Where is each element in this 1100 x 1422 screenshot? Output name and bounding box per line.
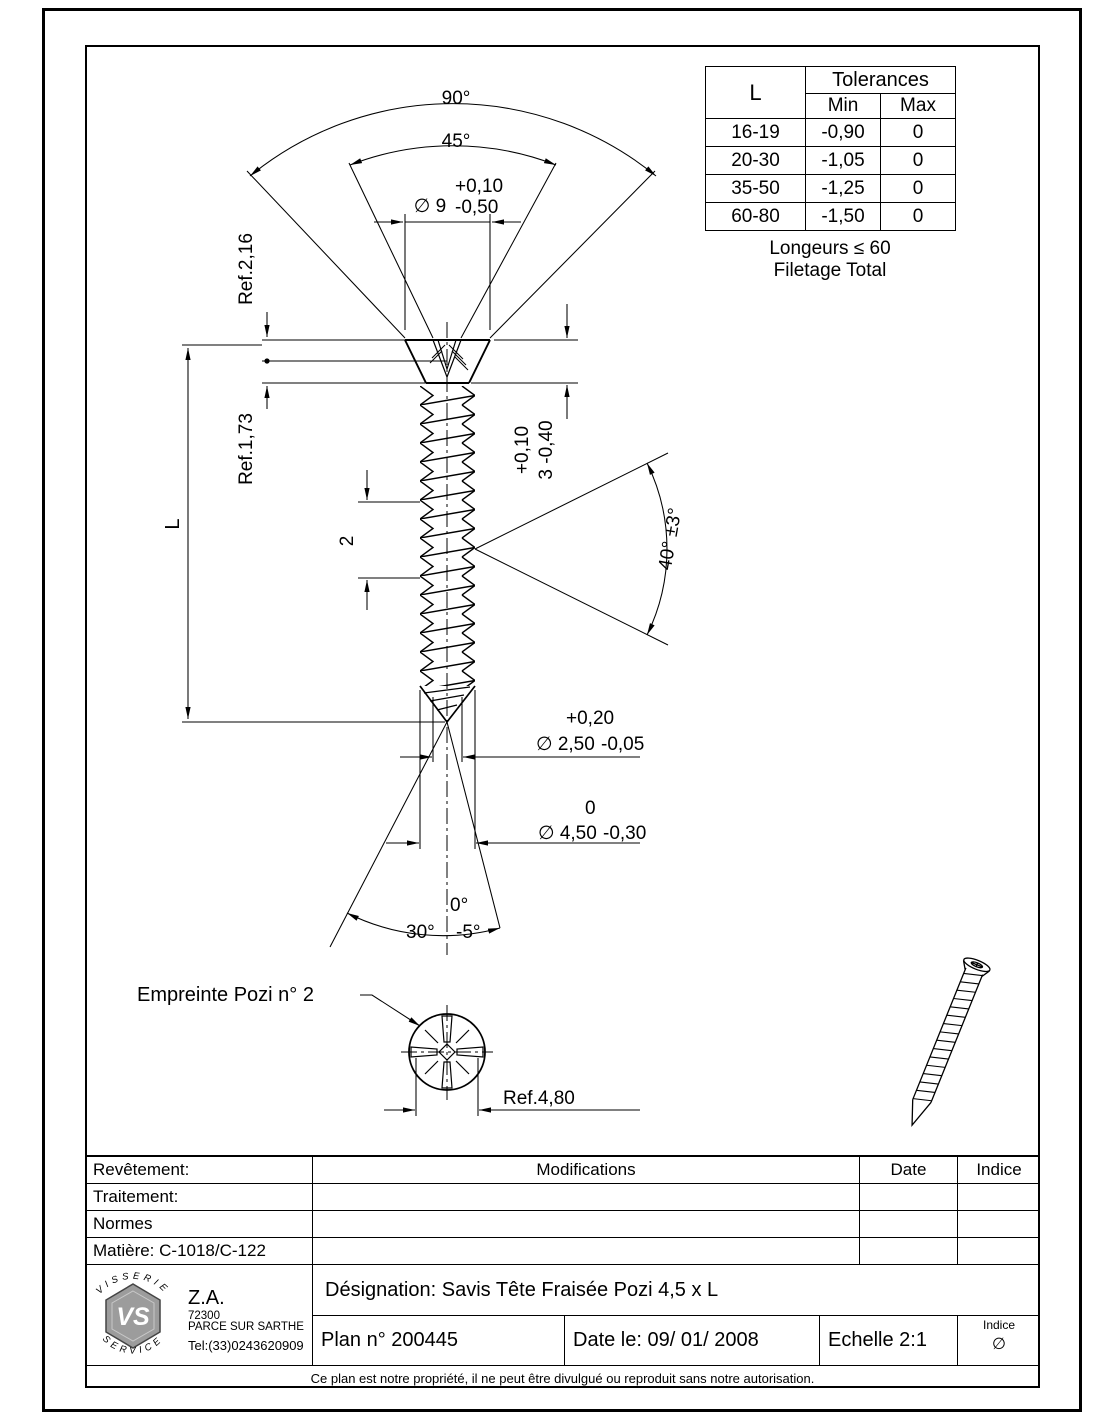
dim-ref-480: Ref.4,80 xyxy=(503,1088,575,1109)
indice-value-cell xyxy=(958,1316,1040,1366)
tol-min-3: -1,50 xyxy=(806,203,881,231)
tol-row xyxy=(706,147,956,175)
tol-max-header: Max xyxy=(881,94,956,119)
logo-za: Z.A. xyxy=(188,1286,225,1309)
indice-header xyxy=(958,1157,1040,1184)
revetement-label: Revêtement: xyxy=(93,1160,190,1179)
traitement-label: Traitement: xyxy=(93,1187,179,1206)
pictorial-screw xyxy=(899,955,991,1130)
title-block xyxy=(85,1155,1040,1388)
logo-ring-bottom-text: SERVICE xyxy=(100,1333,166,1357)
normes-label: Normes xyxy=(93,1214,153,1233)
dim-outer-minus: -0,30 xyxy=(603,823,647,844)
indice-value-symbol: ∅ xyxy=(992,1336,1006,1353)
dim-L: L xyxy=(162,518,184,530)
revetement-cell xyxy=(85,1157,313,1184)
matiere-cell xyxy=(85,1238,313,1265)
dim-45-label: 45° xyxy=(441,131,471,152)
indice-row-3 xyxy=(958,1238,1040,1265)
date-le-cell xyxy=(565,1316,820,1366)
tol-row xyxy=(706,119,956,147)
designation-cell xyxy=(313,1265,1040,1316)
modifications-row-3 xyxy=(313,1238,860,1265)
modifications-label: Modifications xyxy=(536,1160,636,1179)
tol-l-0: 16-19 xyxy=(706,119,806,147)
date-label: Date xyxy=(890,1160,927,1179)
modifications-row-2 xyxy=(313,1211,860,1238)
tol-max-0: 0 xyxy=(881,119,956,147)
echelle-text: Echelle 2:1 xyxy=(828,1329,927,1351)
indice-label: Indice xyxy=(976,1160,1022,1179)
indice-row-1 xyxy=(958,1184,1040,1211)
tol-min-2: -1,25 xyxy=(806,175,881,203)
thread-zone xyxy=(420,386,475,686)
indice-row-2 xyxy=(958,1211,1040,1238)
length-note-line2: Filetage Total xyxy=(773,260,887,281)
echelle-cell xyxy=(820,1316,958,1366)
designation-text: Désignation: Savis Tête Fraisée Pozi 4,5 x L xyxy=(325,1278,719,1301)
traitement-cell xyxy=(85,1184,313,1211)
dim-90-label: 90° xyxy=(441,88,471,109)
logo-monogram: VS xyxy=(116,1302,150,1331)
plan-number-text: Plan n° 200445 xyxy=(321,1329,459,1351)
tolerances-table xyxy=(705,66,956,231)
dim-tip-zero: 0° xyxy=(450,895,469,916)
normes-cell xyxy=(85,1211,313,1238)
date-le-text: Date le: 09/ 01/ 2008 xyxy=(573,1329,759,1351)
dim-outer: ∅ 4,50 xyxy=(538,823,597,844)
date-row-2 xyxy=(860,1211,958,1238)
tol-min-0: -0,90 xyxy=(806,119,881,147)
length-note-line1: Longeurs ≤ 60 xyxy=(769,238,891,259)
dim-ref-173: Ref.1,73 xyxy=(236,413,257,485)
dim-tip-angle: 30° xyxy=(406,922,435,943)
dim-thread-angle: 40° ±3° xyxy=(654,506,687,572)
tol-max-3: 0 xyxy=(881,203,956,231)
tol-row xyxy=(706,175,956,203)
dim-tip-minus: -5° xyxy=(456,922,481,943)
logo-tel: Tel:(33)0243620909 xyxy=(188,1337,304,1353)
date-row-1 xyxy=(860,1184,958,1211)
property-notice xyxy=(85,1366,1040,1390)
company-logo xyxy=(85,1266,311,1365)
dim-ref-216: Ref.2,16 xyxy=(236,233,257,305)
indice-value-label: Indice xyxy=(982,1318,1016,1332)
tol-l-2: 35-50 xyxy=(706,175,806,203)
tol-min-header: Min xyxy=(806,94,881,119)
dimension-labels xyxy=(137,88,686,1109)
tol-title: Tolerances xyxy=(806,67,956,94)
dim-pitch: 2 xyxy=(337,535,358,547)
dim-outer-zero: 0 xyxy=(585,798,596,819)
dim-d9-plus: +0,10 xyxy=(455,176,504,197)
tol-max-2: 0 xyxy=(881,175,956,203)
tol-min-1: -1,05 xyxy=(806,147,881,175)
dim-depth: 3 -0,40 xyxy=(536,420,557,480)
dim-d9-minus: -0,50 xyxy=(455,197,499,218)
date-row-3 xyxy=(860,1238,958,1265)
property-notice-text: Ce plan est notre propriété, il ne peut être divulgué ou reproduit sans notre autorisation. xyxy=(310,1370,815,1386)
dim-d9: ∅ 9 xyxy=(413,196,447,217)
matiere-label: Matière: C-1018/C-122 xyxy=(93,1241,266,1260)
plan-number-cell xyxy=(313,1316,565,1366)
dim-core: ∅ 2,50 xyxy=(536,734,595,755)
logo-zip: 72300 xyxy=(188,1309,220,1322)
company-logo-cell xyxy=(85,1265,313,1366)
date-header xyxy=(860,1157,958,1184)
pozi-callout-label: Empreinte Pozi n° 2 xyxy=(137,984,314,1006)
logo-city: PARCE SUR SARTHE xyxy=(188,1320,304,1333)
length-note xyxy=(695,238,965,282)
tol-max-1: 0 xyxy=(881,147,956,175)
modifications-row-1 xyxy=(313,1184,860,1211)
pozi-recess-section xyxy=(430,340,468,377)
tol-row xyxy=(706,203,956,231)
dim-core-minus: -0,05 xyxy=(601,734,645,755)
dim-depth-plus: +0,10 xyxy=(512,425,533,475)
tol-l-3: 60-80 xyxy=(706,203,806,231)
tol-l-1: 20-30 xyxy=(706,147,806,175)
tol-col-l: L xyxy=(706,67,806,119)
modifications-header xyxy=(313,1157,860,1184)
dim-core-plus: +0,20 xyxy=(566,708,615,729)
logo-ring-top-text: VISSERIE xyxy=(93,1270,173,1297)
